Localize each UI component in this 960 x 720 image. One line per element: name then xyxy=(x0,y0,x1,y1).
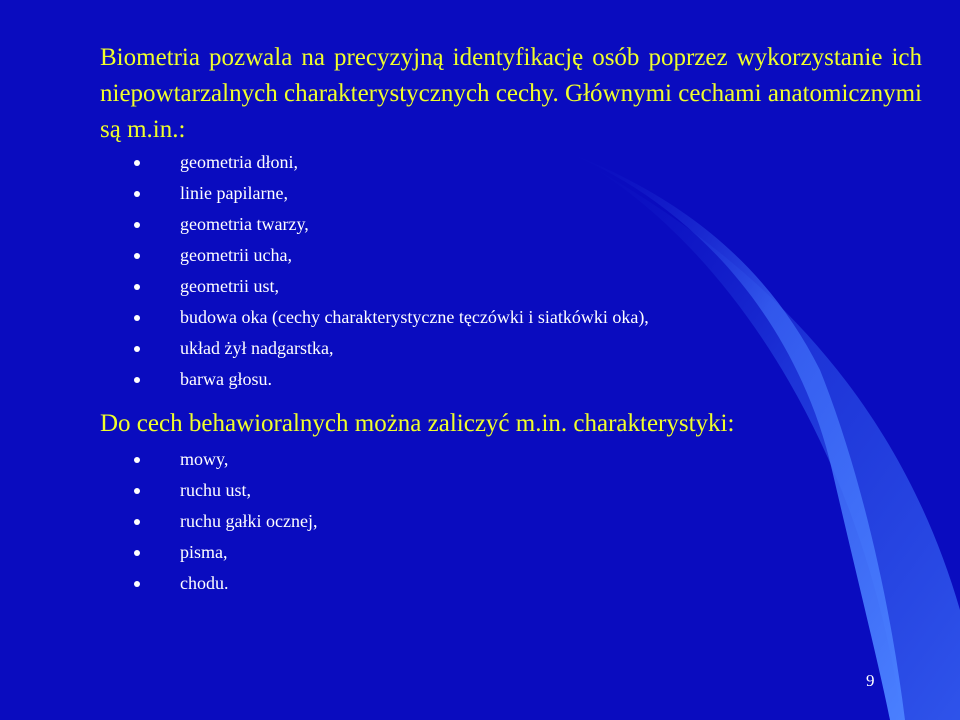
list-item xyxy=(132,568,317,599)
bullet-dot-icon xyxy=(134,191,140,197)
bullet-dot-icon xyxy=(134,284,140,290)
list-item xyxy=(132,240,649,271)
anatomical-features-list xyxy=(132,147,649,395)
bullet-dot-icon xyxy=(134,253,140,259)
list-item-label: układ żył nadgarstka, xyxy=(180,338,334,358)
bullet-dot-icon xyxy=(134,160,140,166)
list-item xyxy=(132,333,649,364)
page-number: 9 xyxy=(866,671,875,690)
list-item-label: ruchu gałki ocznej, xyxy=(180,511,318,531)
list-item-label: geometrii ust, xyxy=(180,276,279,296)
list-item-label: mowy, xyxy=(180,449,229,469)
bullet-dot-icon xyxy=(134,519,140,525)
list-item-label: ruchu ust, xyxy=(180,480,251,500)
list-item-label: chodu. xyxy=(180,573,229,593)
list-item xyxy=(132,178,649,209)
behavioral-features-list xyxy=(132,444,317,599)
list-item xyxy=(132,506,317,537)
bullet-dot-icon xyxy=(134,222,140,228)
intro-paragraph: Biometria pozwala na precyzyjną identyfikację osób poprzez wykorzystanie ich niepowtarzalnych charakterystycznych cechy. Głównymi cechami anatomicznymi są m.in.: xyxy=(100,44,922,143)
list-item xyxy=(132,147,649,178)
list-item-label: barwa głosu. xyxy=(180,369,272,389)
list-item xyxy=(132,537,317,568)
bullet-dot-icon xyxy=(134,457,140,463)
list-item-label: geometrii ucha, xyxy=(180,245,292,265)
list-item xyxy=(132,444,317,475)
bullet-dot-icon xyxy=(134,315,140,321)
list-item xyxy=(132,364,649,395)
list-item-label: geometria dłoni, xyxy=(180,152,298,172)
list-item xyxy=(132,302,649,333)
bullet-dot-icon xyxy=(134,377,140,383)
bullet-dot-icon xyxy=(134,346,140,352)
list-item xyxy=(132,271,649,302)
list-item-label: pisma, xyxy=(180,542,228,562)
list-item-label: geometria twarzy, xyxy=(180,214,309,234)
list-item-label: budowa oka (cechy charakterystyczne tęczówki i siatkówki oka), xyxy=(180,307,649,327)
bullet-dot-icon xyxy=(134,488,140,494)
list-item xyxy=(132,475,317,506)
behavioral-heading: Do cech behawioralnych można zaliczyć m.in. charakterystyki: xyxy=(100,410,735,437)
list-item-label: linie papilarne, xyxy=(180,183,288,203)
bullet-dot-icon xyxy=(134,550,140,556)
list-item xyxy=(132,209,649,240)
bullet-dot-icon xyxy=(134,581,140,587)
